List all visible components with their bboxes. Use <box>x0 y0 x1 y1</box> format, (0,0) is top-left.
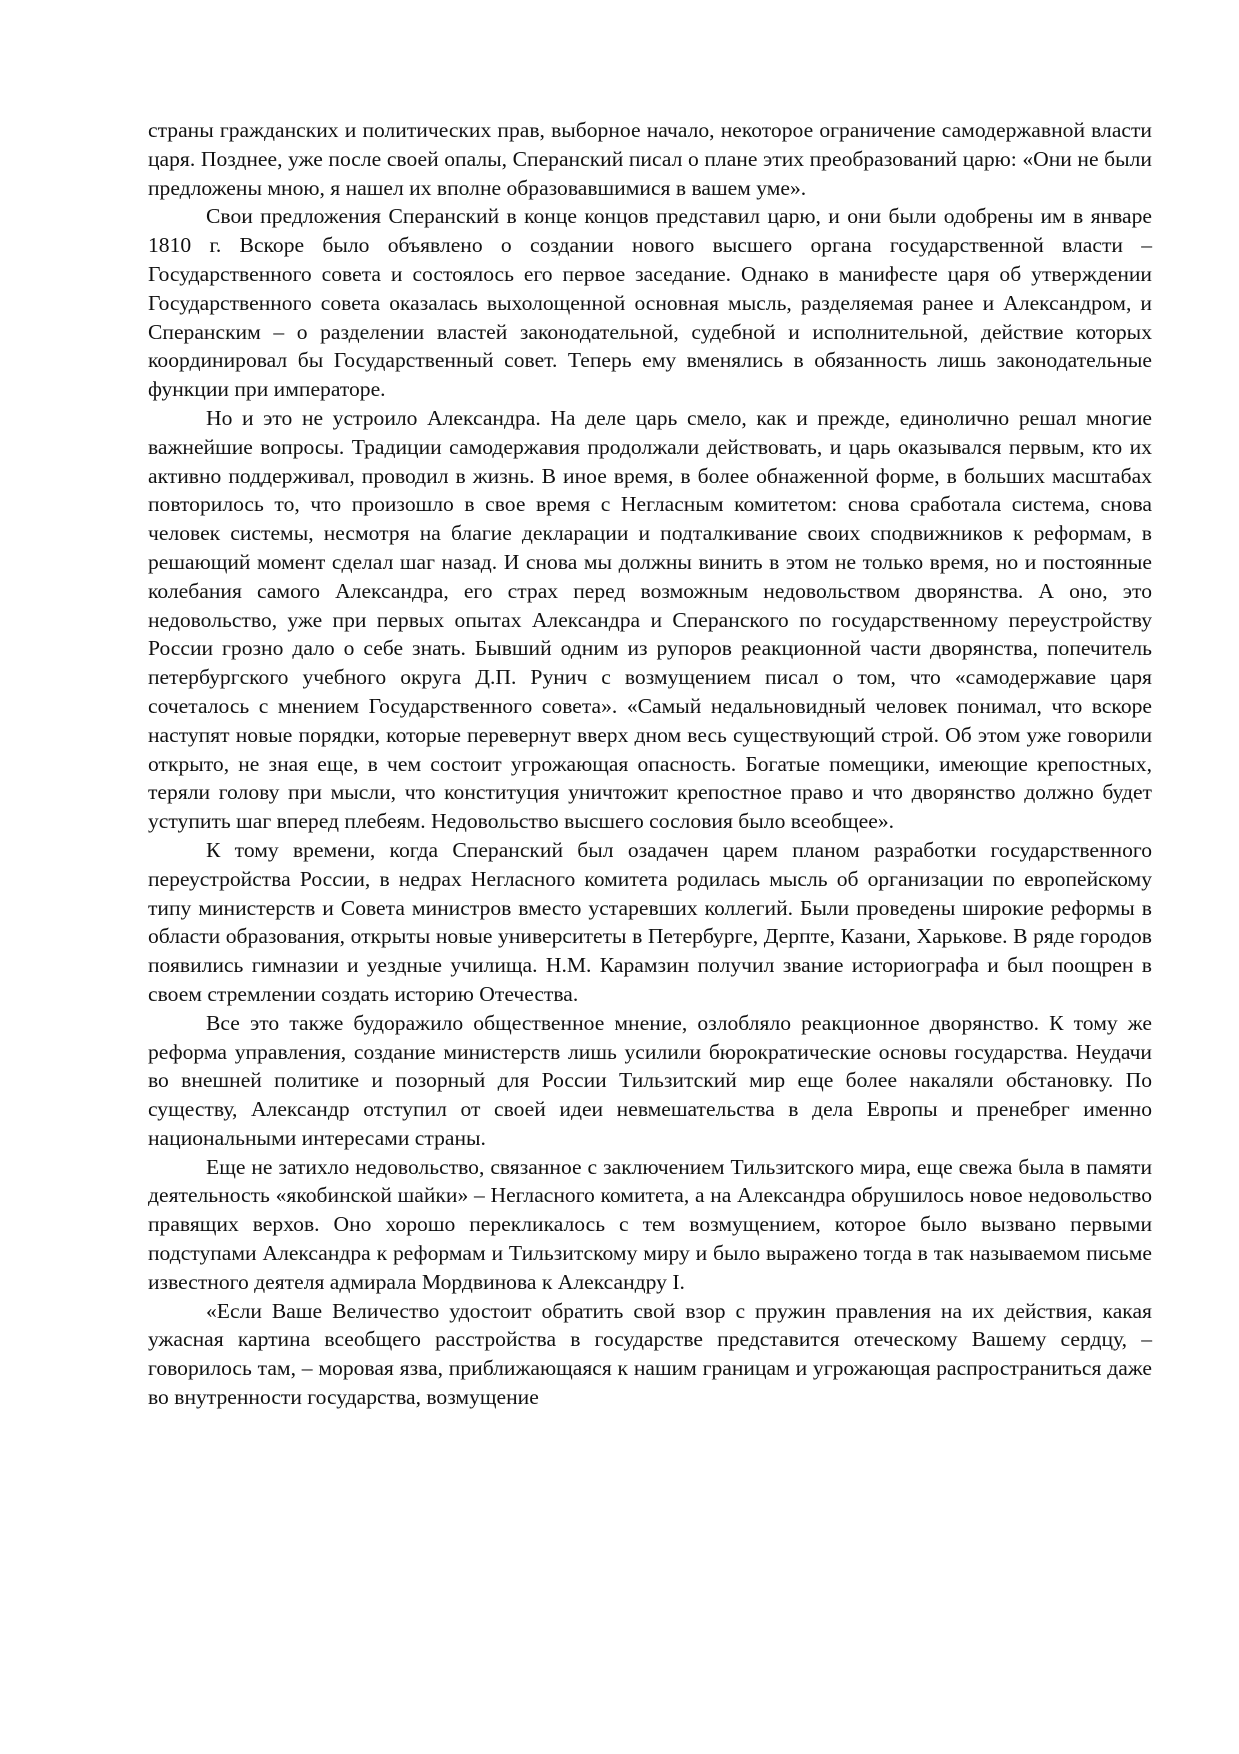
paragraph: Все это также будоражило общественное мнение, озлобляло реакционное дворянство. К тому же реформа управления, создание министерств лишь усилили бюрократические основы государства. Неудачи во внешней политике и позорный для России Тильзитский мир еще более накаляли обстановку. По существу, Александр отступил от своей идеи невмешательства в дела Европы и пренебрег именно национальными интересами страны. <box>148 1010 1152 1150</box>
paragraph: К тому времени, когда Сперанский был озадачен царем планом разработки государственного переустройства России, в недрах Негласного комитета родилась мысль об организации по европейскому типу министерств и Совета министров вместо устаревших коллегий. Были проведены широкие реформы в области образования, открыты новые университеты в Петербурге, Дерпте, Казани, Харькове. В ряде городов появились гимназии и уездные училища. Н.М. Карамзин получил звание историографа и был поощрен в своем стремлении создать историю Отечества. <box>148 837 1152 1006</box>
paragraph: Свои предложения Сперанский в конце концов представил царю, и они были одобрены им в январе 1810 г. Вскоре было объявлено о создании нового высшего органа государственной власти – Государственного совета и состоялось его первое заседание. Однако в манифесте царя об утверждении Государственного совета оказалась выхолощенной основная мысль, разделяемая ранее и Александром, и Сперанским – о разделении властей законодательной, судебной и исполнительной, действие которых координировал бы Государственный совет. Теперь ему вменялись в обязанность лишь законодательные функции при императоре. <box>148 204 1152 402</box>
paragraph: «Если Ваше Величество удостоит обратить свой взор с пружин правления на их действия, какая ужасная картина всеобщего расстройства в государстве представится отеческому Вашему сердцу, – говорилось там, – моровая язва, приближающаяся к нашим границам и угрожающая распространиться даже во внутренности государства, возмущение <box>148 1298 1152 1410</box>
document-page <box>148 116 1152 1412</box>
paragraph: Еще не затихло недовольство, связанное с заключением Тильзитского мира, еще свежа была в памяти деятельность «якобинской шайки» – Негласного комитета, а на Александра обрушилось новое недовольство правящих верхов. Оно хорошо перекликалось с тем возмущением, которое было вызвано первыми подступами Александра к реформам и Тильзитскому миру и было выражено тогда в так называемом письме известного деятеля адмирала Мордвинова к Александру I. <box>148 1154 1152 1294</box>
paragraph: Но и это не устроило Александра. На деле царь смело, как и прежде, единолично решал многие важнейшие вопросы. Традиции самодержавия продолжали действовать, и царь оказывался первым, кто их активно поддерживал, проводил в жизнь. В иное время, в более обнаженной форме, в больших масштабах повторилось то, что произошло в свое время с Негласным комитетом: снова сработала система, снова человек системы, несмотря на благие декларации и подталкивание своих сподвижников к реформам, в решающий момент сделал шаг назад. И снова мы должны винить в этом не только время, но и постоянные колебания самого Александра, его страх перед возможным недовольством дворянства. А оно, это недовольство, уже при первых опытах Александра и Сперанского по государственному переустройству России грозно дало о себе знать. Бывший одним из рупоров реакционной части дворянства, попечитель петербургского учебного округа Д.П. Рунич с возмущением писал о том, что «самодержавие царя сочеталось с мнением Государственного совета». «Самый недальновидный человек понимал, что вскоре наступят новые порядки, которые перевернут вверх дном весь существующий строй. Об этом уже говорили открыто, не зная еще, в чем состоит угрожающая опасность. Богатые помещики, имеющие крепостных, теряли голову при мысли, что конституция уничтожит крепостное право и что дворянство должно будет уступить шаг вперед плебеям. Недовольство высшего сословия было всеобщее». <box>148 405 1152 834</box>
paragraph-continuation: страны гражданских и политических прав, выборное начало, некоторое ограничение самодержавной власти царя. Позднее, уже после своей опалы, Сперанский писал о плане этих преобразований царю: «Они не были предложены мною, я нашел их вполне образовавшимися в вашем уме». <box>148 118 1152 200</box>
